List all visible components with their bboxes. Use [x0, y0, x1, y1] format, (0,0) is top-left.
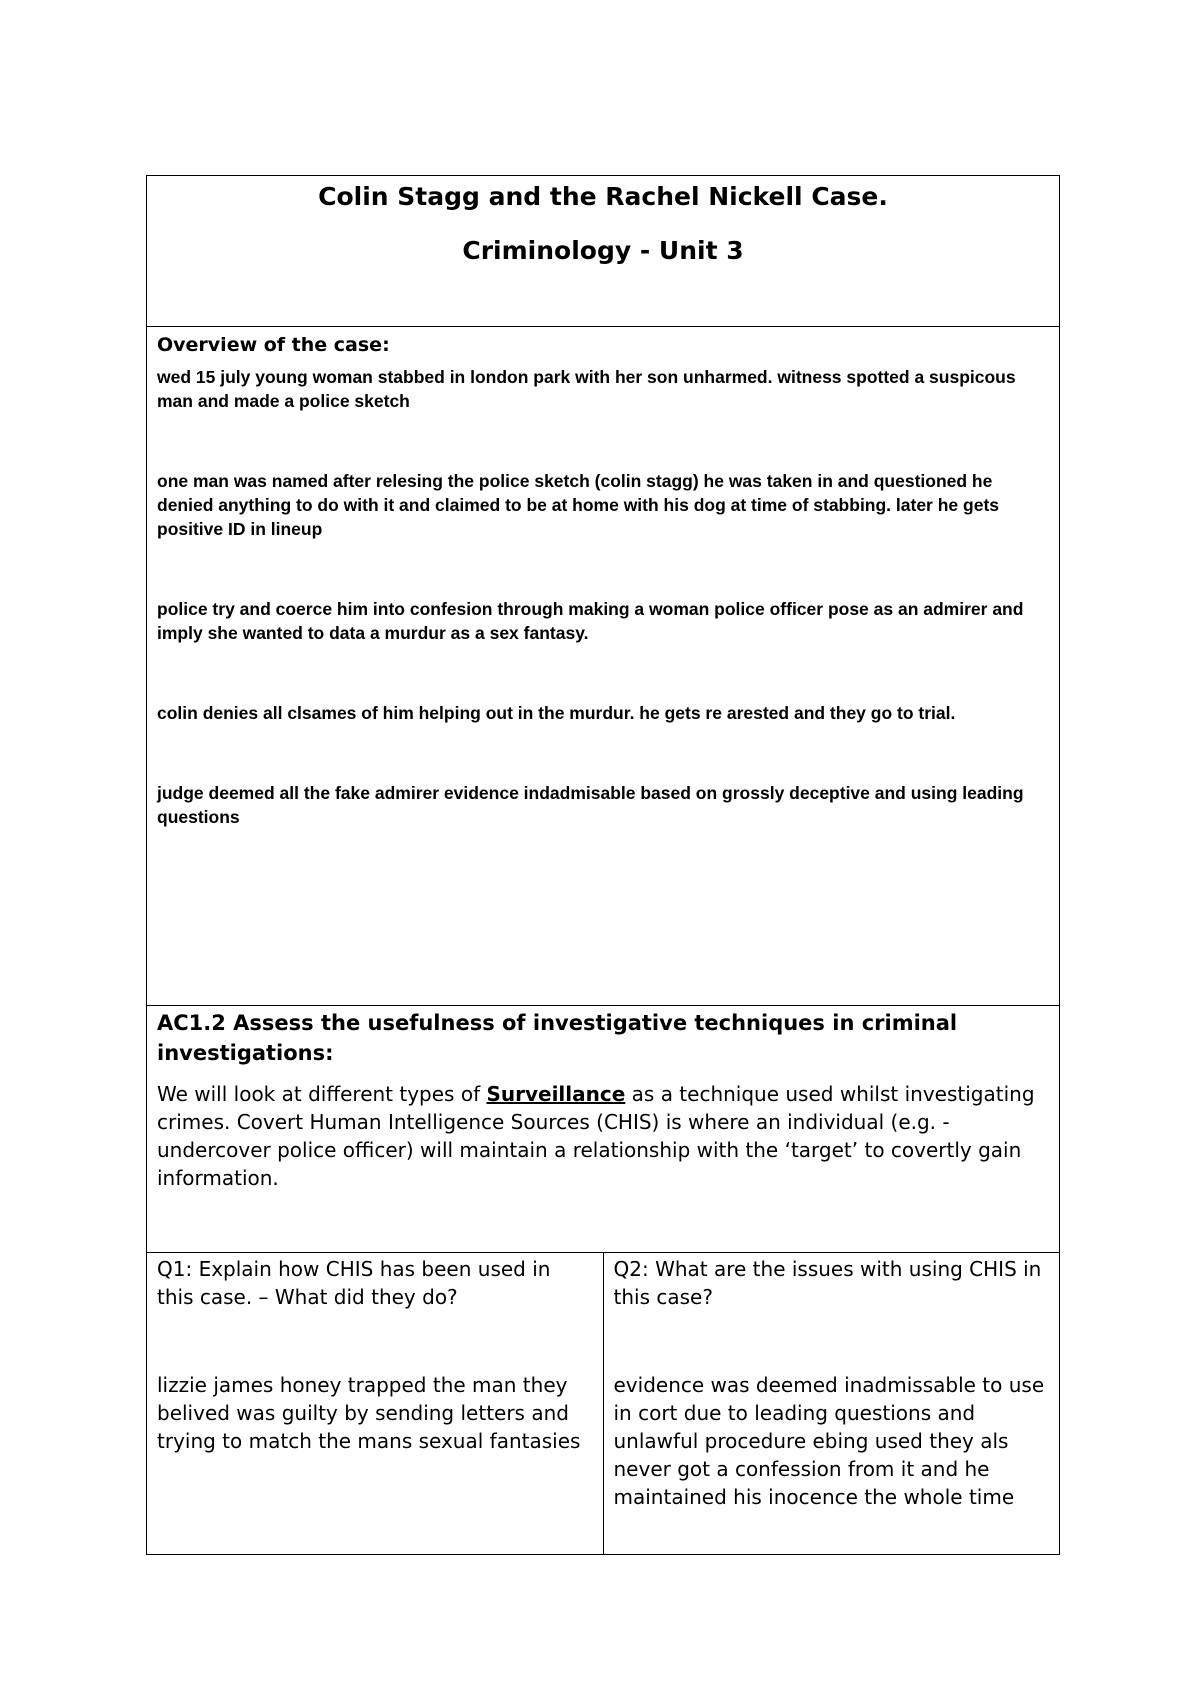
q2-cell [603, 1253, 1060, 1555]
overview-paragraph: one man was named after relesing the police sketch (colin stagg) he was taken in and questioned he denied anything to do with it and claimed to be at home with his dog at time of stabbing. later he gets positive ID in lineup [157, 471, 999, 539]
ac-body-text: We will look at different types of [157, 1082, 487, 1106]
ac-heading: AC1.2 Assess the usefulness of investigative techniques in criminal investigations: [157, 1011, 958, 1065]
ac-body-text: as a technique used whilst investigating crimes. Covert Human Intelligence Sources (CHIS) is where an individual (e.g. - undercover police officer) will maintain a relationship with the ‘target’ to covertly gain information. [157, 1082, 1035, 1190]
q1-cell [147, 1253, 604, 1555]
overview-row [147, 327, 1060, 1006]
overview-paragraph: colin denies all clsames of him helping out in the murdur. he gets re arested and they go to trial. [157, 703, 956, 723]
title-row [147, 176, 1060, 327]
worksheet-table [146, 175, 1060, 1555]
q1-answer: lizzie james honey trapped the man they belived was guilty by sending letters and trying to match the mans sexual fantasies [157, 1373, 581, 1453]
title-cell [147, 176, 1060, 327]
overview-paragraph: police try and coerce him into confesion through making a woman police officer pose as an admirer and imply she wanted to data a murdur as a sex fantasy. [157, 599, 1024, 643]
overview-cell [147, 327, 1060, 1006]
ac-cell [147, 1006, 1060, 1253]
q2-question: Q2: What are the issues with using CHIS in this case? [613, 1257, 1042, 1309]
overview-heading: Overview of the case: [157, 334, 390, 356]
document-title: Colin Stagg and the Rachel Nickell Case. [318, 182, 888, 211]
overview-paragraph: judge deemed all the fake admirer evidence indadmisable based on grossly deceptive and using leading questions [157, 783, 1024, 827]
ac-row [147, 1006, 1060, 1253]
surveillance-term: Surveillance [486, 1082, 626, 1106]
q2-answer: evidence was deemed inadmissable to use in cort due to leading questions and unlawful procedure ebing used they als never got a confession from it and he maintained his inocence the whole time [613, 1373, 1045, 1509]
q1-question: Q1: Explain how CHIS has been used in this case. – What did they do? [157, 1257, 551, 1309]
overview-paragraph: wed 15 july young woman stabbed in london park with her son unharmed. witness spotted a suspicous man and made a police sketch [157, 367, 1016, 411]
document-subtitle: Criminology - Unit 3 [462, 236, 744, 265]
ac-body [157, 1080, 1049, 1192]
questions-row [147, 1253, 1060, 1555]
